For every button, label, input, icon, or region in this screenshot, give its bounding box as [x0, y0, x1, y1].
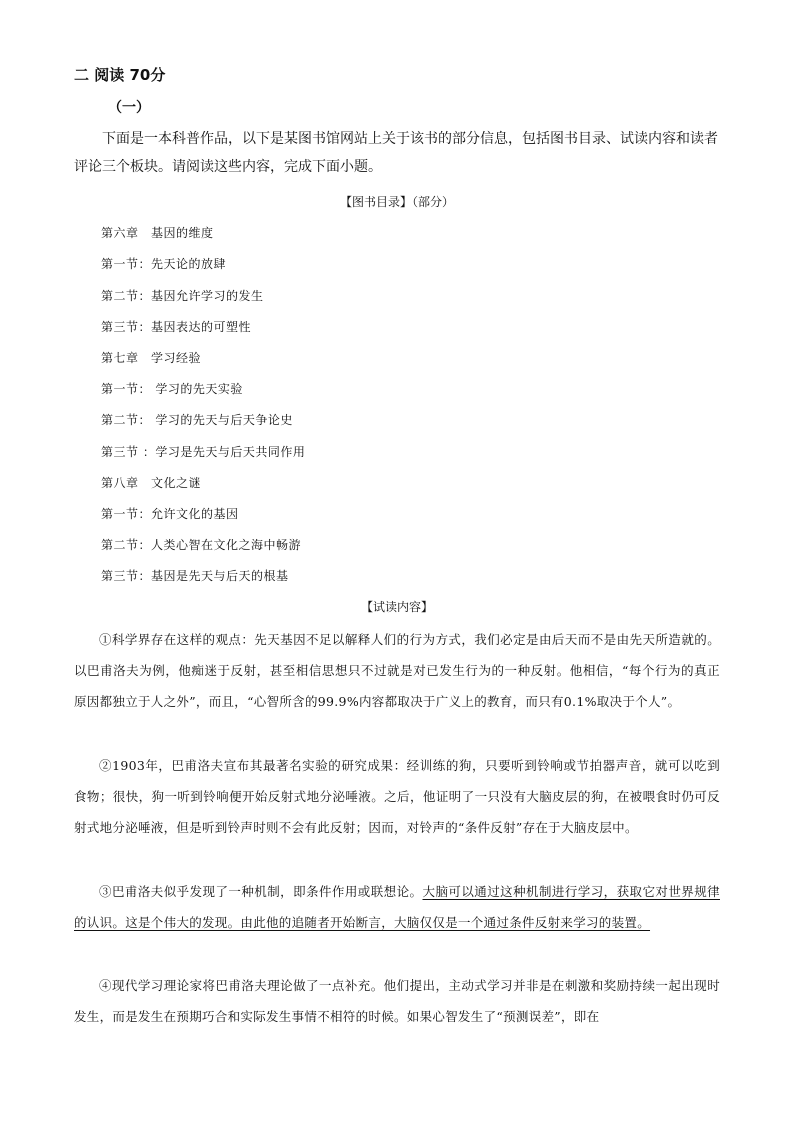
paragraph-3-underlined: 大脑可以通过这种机制进行学习，获取它对世界规律的认识。这是个伟大的发现。由此他的追随者开始断言，大脑仅仅是一个通过条件反射来学习的装置。 [74, 884, 720, 930]
toc-item: 第六章 基因的维度 [101, 226, 214, 240]
paragraph-1: ①科学界存在这样的观点：先天基因不足以解释人们的行为方式，我们必定是由后天而不是由先天所造就的。以巴甫洛夫为例，他痴迷于反射，甚至相信思想只不过就是对已发生行为的一种反射。他相信，“每个行为的真正原因都独立于人之外”，而且，“心智所含的99.9%内容都取决于广义上的教育，而只有0.1%取决于个人”。 [74, 632, 720, 709]
toc-item: 第三节：基因是先天与后天的根基 [101, 569, 289, 583]
toc-heading: 【图书目录】（部分） [339, 195, 454, 209]
toc-item: 第二节：人类心智在文化之海中畅游 [101, 538, 302, 552]
paragraph-3 [74, 876, 720, 938]
paragraph-3-plain: ③巴甫洛夫似乎发现了一种机制，即条件作用或联想论。 [99, 884, 423, 899]
toc-item: 第七章 学习经验 [101, 351, 202, 365]
toc-item: 第一节： 学习的先天实验 [101, 382, 243, 396]
paragraph-4: ④现代学习理论家将巴甫洛夫理论做了一点补充。他们提出，主动式学习并非是在刺激和奖励持续一起出现时发生，而是发生在预期巧合和实际发生事情不相符的时候。如果心智发生了“预测误差”，即在 [74, 978, 720, 1024]
toc-item: 第八章 文化之谜 [101, 476, 202, 490]
toc-item: 第一节：允许文化的基因 [101, 507, 239, 521]
toc-item: 第二节：基因允许学习的发生 [101, 289, 264, 303]
reading-instructions: 下面是一本科普作品，以下是某图书馆网站上关于该书的部分信息，包括图书目录、试读内容和读者评论三个板块。请阅读这些内容，完成下面小题。 [74, 131, 718, 175]
section-title: 二 阅读 70分 [74, 66, 166, 84]
toc-item: 第三节 ：学习是先天与后天共同作用 [101, 445, 306, 459]
trial-heading: 【试读内容】 [360, 600, 433, 614]
toc-item: 第三节：基因表达的可塑性 [101, 320, 252, 334]
toc-item: 第二节： 学习的先天与后天争论史 [101, 413, 293, 427]
paragraph-2: ②1903年，巴甫洛夫宣布其最著名实验的研究成果：经训练的狗，只要听到铃响或节拍器声音，就可以吃到食物；很快，狗一听到铃响便开始反射式地分泌唾液。之后，他证明了一只没有大脑皮层的狗，在被喂食时仍可反射式地分泌唾液，但是听到铃声时则不会有此反射；因而，对铃声的“条件反射”存在于大脑皮层中。 [74, 758, 720, 835]
sub-title: （一） [108, 100, 150, 116]
toc-item: 第一节：先天论的放肆 [101, 257, 227, 271]
